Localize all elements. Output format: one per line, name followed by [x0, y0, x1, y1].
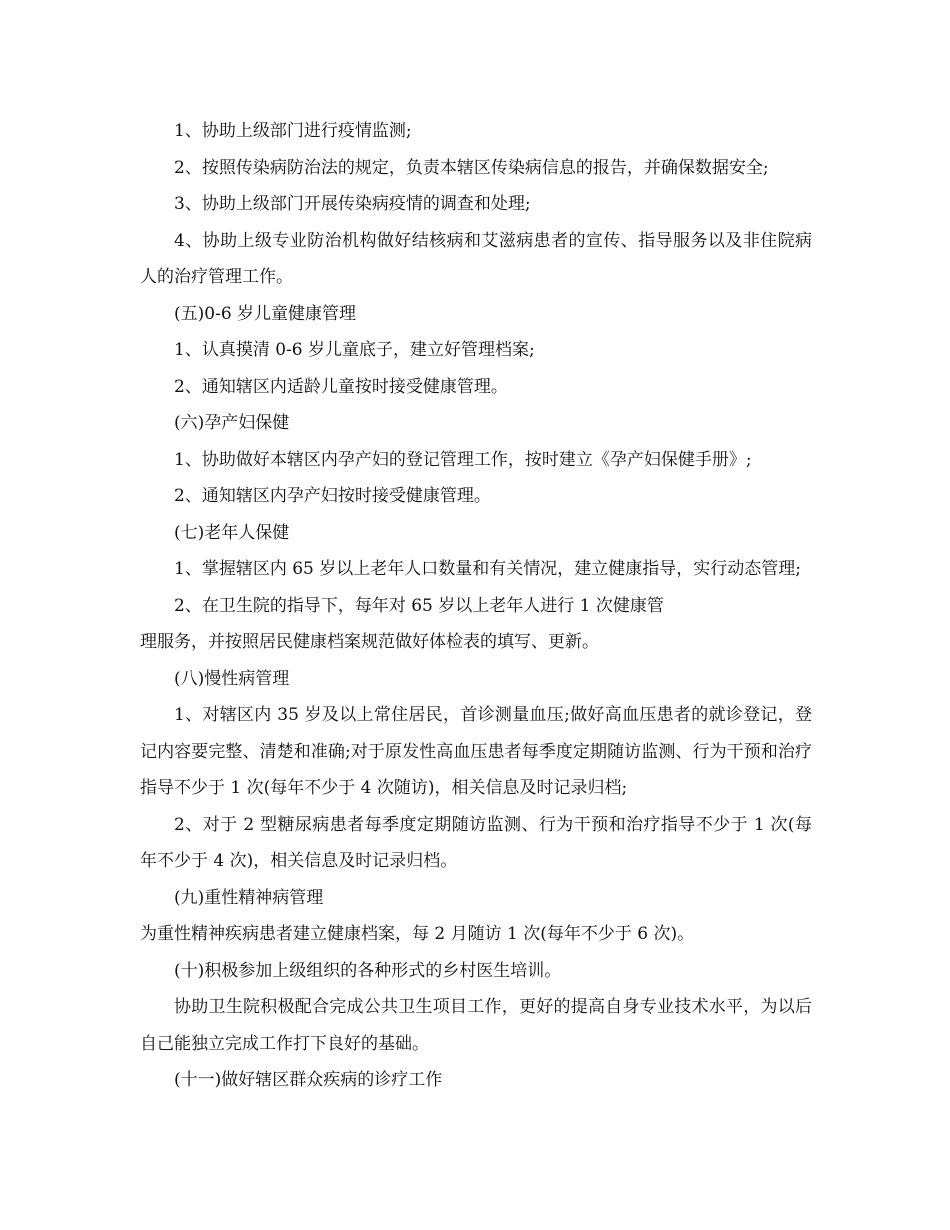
section-heading-maternal: (六)孕产妇保健	[174, 413, 290, 433]
list-item-chronic-2: 2、对于 2 型糖尿病患者每季度定期随访监测、行为干预和治疗指导不少于 1 次(每年不少于 4 次)，相关信息及时记录归档。	[140, 814, 812, 871]
list-item-1: 1、协助上级部门进行疫情监测;	[174, 121, 412, 141]
list-item-maternal-1: 1、协助做好本辖区内孕产妇的登记管理工作，按时建立《孕产妇保健手册》;	[174, 449, 752, 470]
mental-health-paragraph: 为重性精神疾病患者建立健康档案，每 2 月随访 1 次(每年不少于 6 次)。	[140, 924, 695, 944]
section-heading-training: (十)积极参加上级组织的各种形式的乡村医生培训。	[174, 960, 562, 981]
list-item-4: 4、协助上级专业防治机构做好结核病和艾滋病患者的宣传、指导服务以及非住院病人的治疗管理工作。	[140, 230, 812, 287]
list-item-chronic-1: 1、对辖区内 35 岁及以上常住居民，首诊测量血压;做好高血压患者的就诊登记，登记内容要完整、清楚和准确;对于原发性高血压患者每季度定期随访监测、行为干预和治疗指导不少于 1 次(每年不少于 4 次随访)，相关信息及时记录归档;	[140, 705, 812, 798]
training-paragraph: 协助卫生院积极配合完成公共卫生项目工作，更好的提高自身专业技术水平，为以后自己能独立完成工作打下良好的基础。	[140, 997, 812, 1054]
list-item-children-1: 1、认真摸清 0-6 岁儿童底子，建立好管理档案;	[174, 340, 535, 360]
section-heading-elderly: (七)老年人保健	[174, 522, 290, 543]
list-item-elderly-2: 2、在卫生院的指导下，每年对 65 岁以上老年人进行 1 次健康管	[174, 595, 664, 616]
list-item-maternal-2: 2、通知辖区内孕产妇按时接受健康管理。	[174, 486, 491, 506]
list-item-2: 2、按照传染病防治法的规定，负责本辖区传染病信息的报告，并确保数据安全;	[174, 157, 769, 178]
list-item-3: 3、协助上级部门开展传染病疫情的调查和处理;	[174, 194, 531, 214]
list-item-children-2: 2、通知辖区内适龄儿童按时接受健康管理。	[174, 376, 508, 397]
list-item-elderly-1: 1、掌握辖区内 65 岁以上老年人口数量和有关情况，建立健康指导，实行动态管理;	[174, 559, 801, 579]
section-heading-diagnosis: (十一)做好辖区群众疾病的诊疗工作	[174, 1070, 443, 1090]
section-heading-mental: (九)重性精神病管理	[174, 887, 324, 908]
section-heading-children: (五)0-6 岁儿童健康管理	[174, 303, 357, 324]
document-body	[140, 113, 812, 1099]
list-item-elderly-2-continued: 理服务，并按照居民健康档案规范做好体检表的填写、更新。	[140, 632, 599, 652]
section-heading-chronic: (八)慢性病管理	[174, 668, 290, 689]
